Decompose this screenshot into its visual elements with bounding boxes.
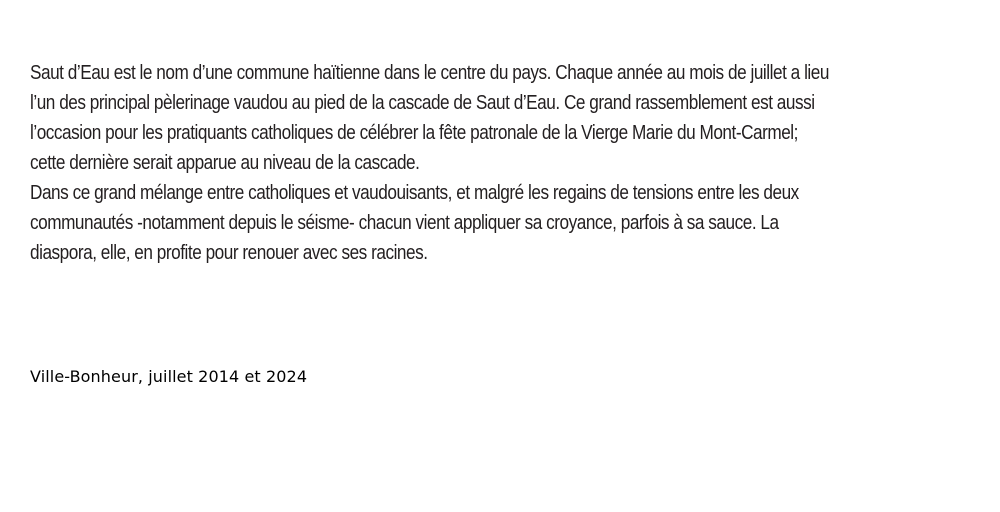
- paragraph-mix: Dans ce grand mélange entre catholiques et vaudouisants, et malgré les regains de tensions entre les deux communautés -notamment depuis le séisme- chacun vient appliquer sa croyance, parfois à sa sauce. La diaspora, elle, en profite pour renouer avec ses racines.: [30, 182, 799, 264]
- location-date-caption: Ville-Bonheur, juillet 2014 et 2024: [30, 367, 308, 386]
- body-text: [30, 58, 834, 268]
- paragraph-intro: Saut d’Eau est le nom d’une commune haïtienne dans le centre du pays. Chaque année au mois de juillet a lieu l’un des principal pèlerinage vaudou au pied de la cascade de Saut d’Eau. Ce grand rassemblement est aussi l’occasion pour les pratiquants catholiques de célébrer la fête patronale de la Vierge Marie du Mont-Carmel; cette dernière serait apparue au niveau de la cascade.: [30, 62, 829, 174]
